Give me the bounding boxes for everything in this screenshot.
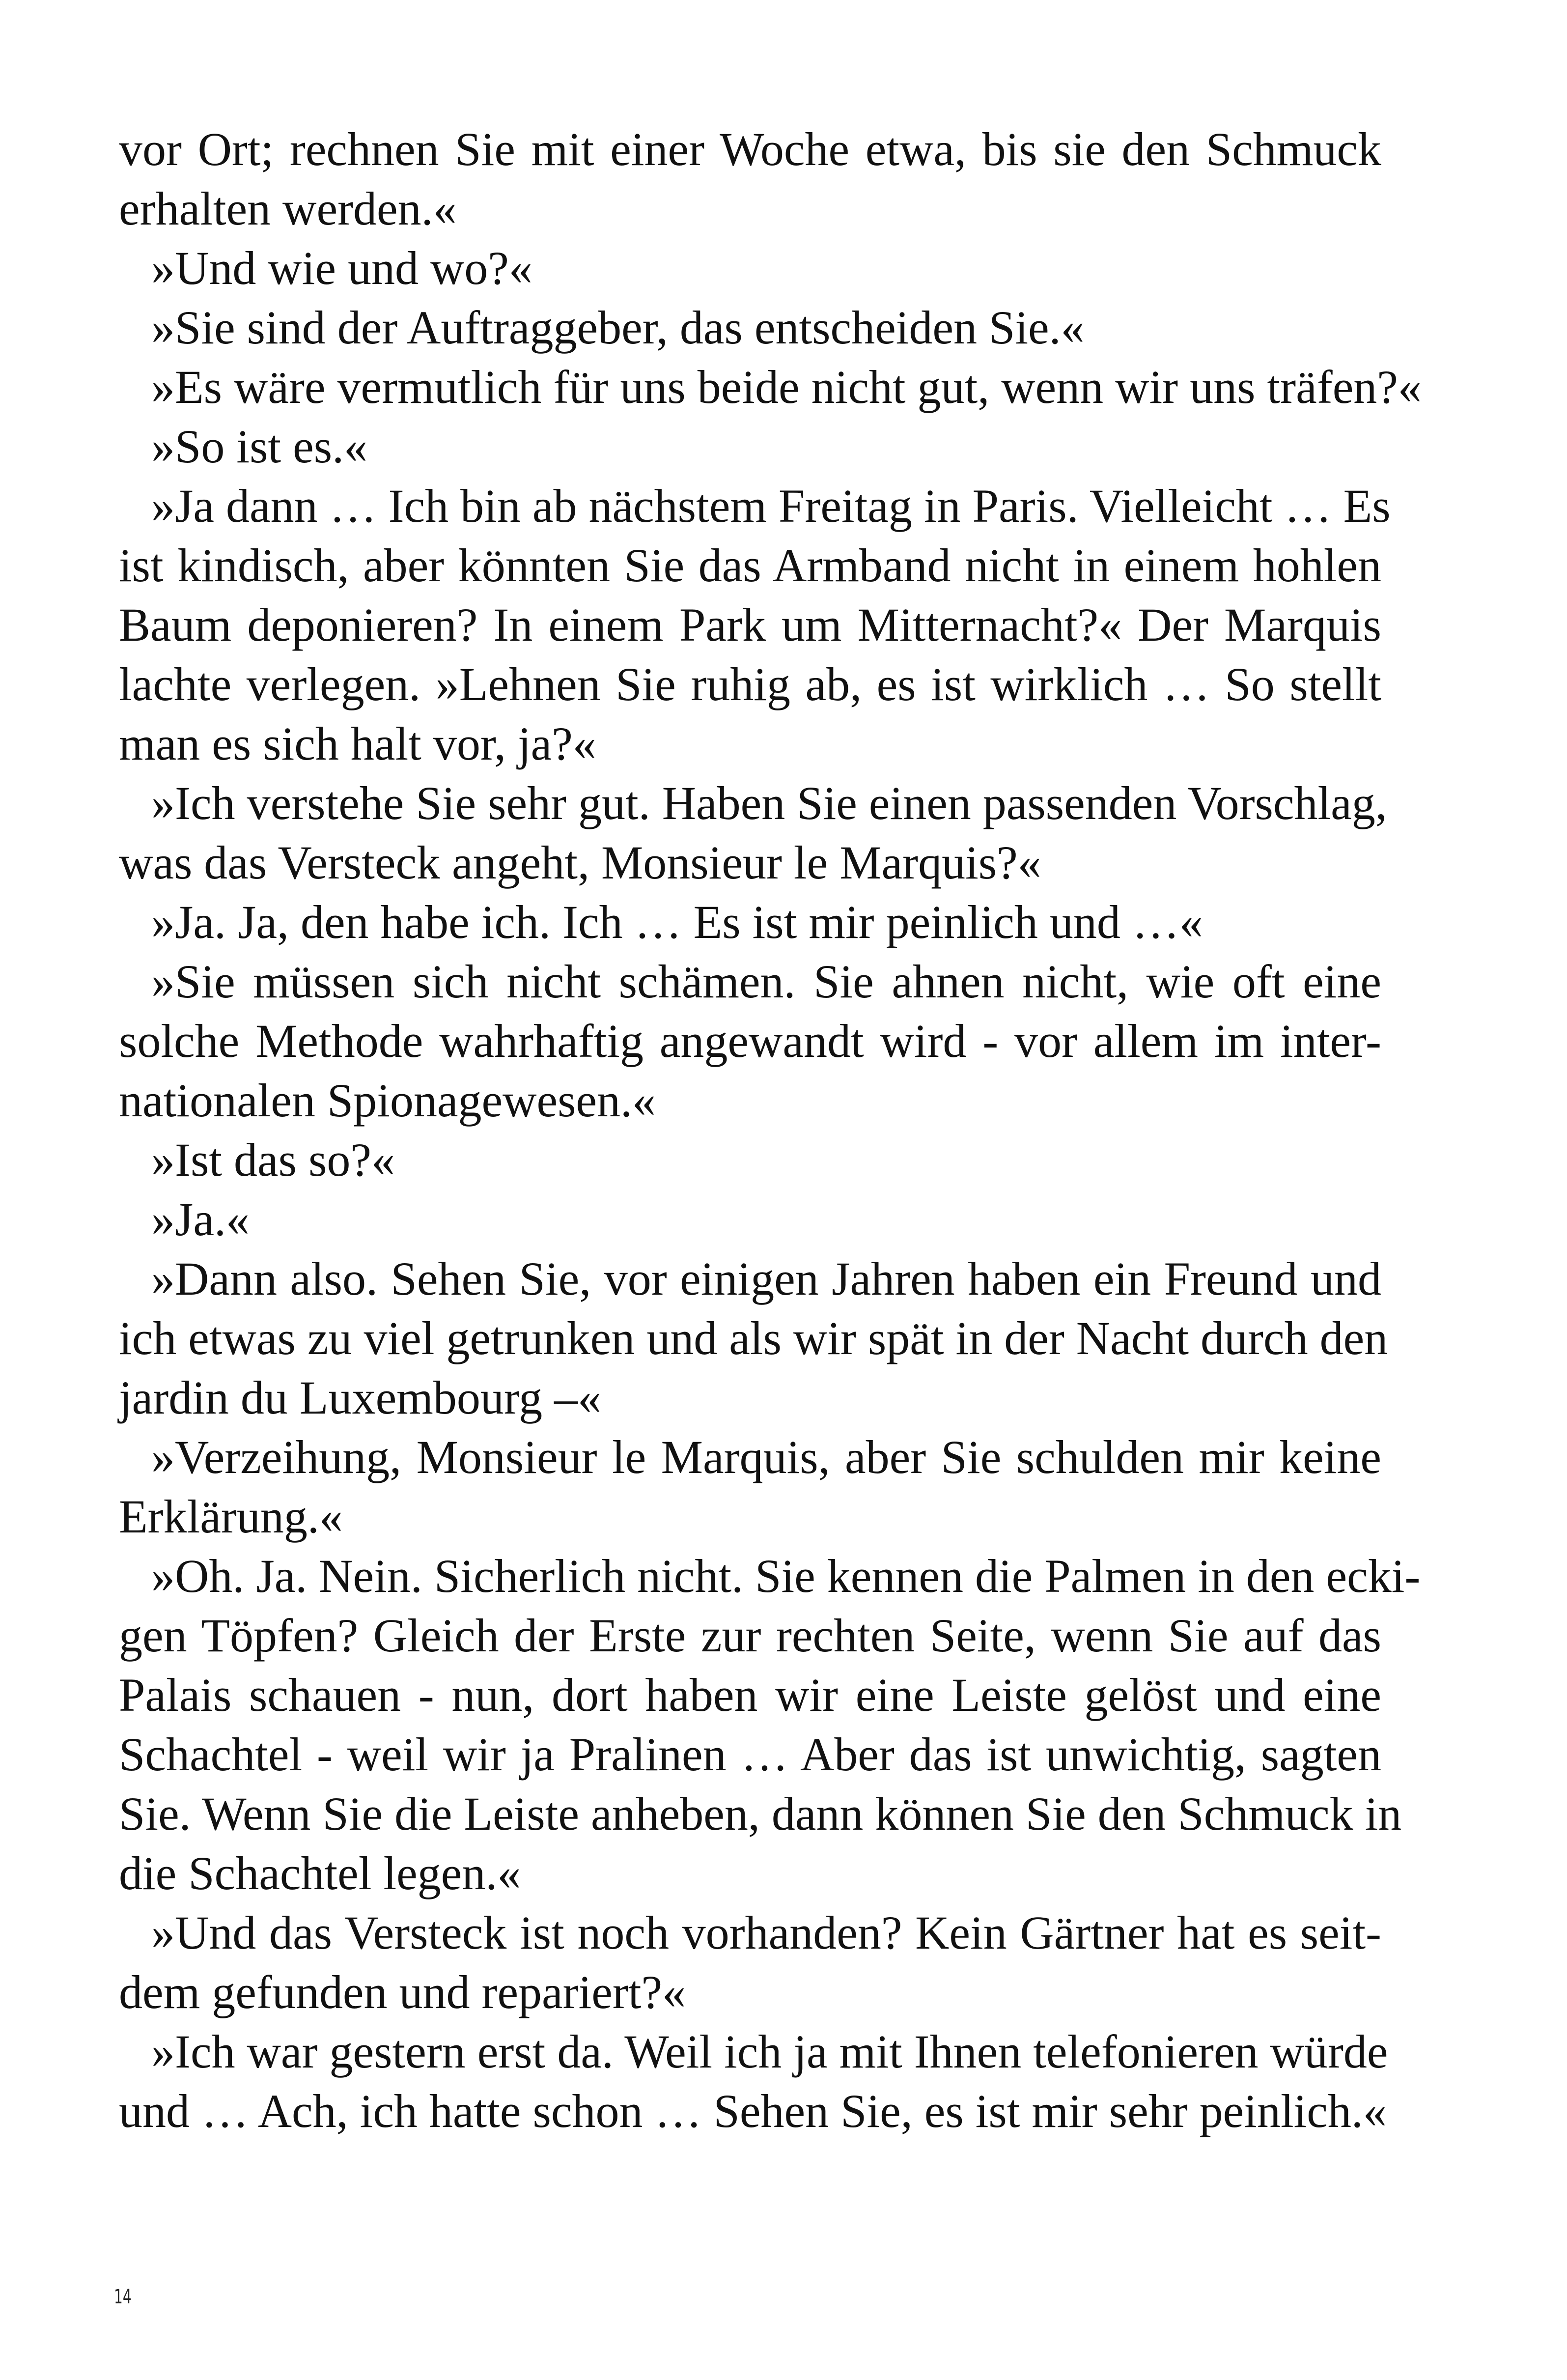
page-number: 14 bbox=[114, 2286, 132, 2308]
body-text bbox=[119, 119, 1422, 2141]
text-line: »Ich verstehe Sie sehr gut. Haben Sie einen passenden Vorschlag, bbox=[151, 777, 1387, 829]
text-line: »Und das Versteck ist noch vorhanden? Kein Gärtner hat es seit- bbox=[151, 1906, 1381, 1959]
text-line: »Sie müssen sich nicht schämen. Sie ahnen nicht, wie oft eine bbox=[151, 955, 1381, 1008]
text-line: »Sie sind der Auftraggeber, das entscheiden Sie.« bbox=[151, 301, 1085, 354]
text-line: erhalten werden.« bbox=[119, 182, 457, 235]
text-line: ich etwas zu viel getrunken und als wir spät in der Nacht durch den bbox=[119, 1312, 1388, 1364]
text-line: »Verzeihung, Monsieur le Marquis, aber Sie schulden mir keine bbox=[151, 1431, 1381, 1483]
text-line: »Ist das so?« bbox=[151, 1133, 395, 1186]
text-line: »Ich war gestern erst da. Weil ich ja mit Ihnen telefonieren würde bbox=[151, 2025, 1388, 2078]
text-line: »So ist es.« bbox=[151, 420, 368, 473]
text-line: Erklärung.« bbox=[119, 1490, 343, 1543]
text-line: jardin du Luxembourg –« bbox=[119, 1371, 602, 1424]
text-line: vor Ort; rechnen Sie mit einer Woche etwa, bis sie den Schmuck bbox=[119, 123, 1381, 175]
text-line: was das Versteck angeht, Monsieur le Marquis?« bbox=[119, 836, 1041, 889]
text-line: »Ja.« bbox=[151, 1193, 250, 1246]
text-line: ist kindisch, aber könnten Sie das Armband nicht in einem hohlen bbox=[119, 539, 1381, 592]
text-line: »Und wie und wo?« bbox=[151, 242, 532, 294]
text-line: nationalen Spionagewesen.« bbox=[119, 1074, 656, 1127]
text-line: solche Methode wahrhaftig angewandt wird - vor allem im inter- bbox=[119, 1015, 1381, 1067]
text-line: »Oh. Ja. Nein. Sicherlich nicht. Sie kennen die Palmen in den ecki- bbox=[151, 1550, 1421, 1602]
text-line: Baum deponieren? In einem Park um Mitternacht?« Der Marquis bbox=[119, 598, 1381, 651]
text-line: Schachtel - weil wir ja Pralinen … Aber das ist unwichtig, sagten bbox=[119, 1728, 1381, 1781]
text-line: man es sich halt vor, ja?« bbox=[119, 717, 596, 770]
text-line: lachte verlegen. »Lehnen Sie ruhig ab, es ist wirklich … So stellt bbox=[119, 658, 1381, 710]
text-line: die Schachtel legen.« bbox=[119, 1847, 521, 1899]
text-line: gen Töpfen? Gleich der Erste zur rechten Seite, wenn Sie auf das bbox=[119, 1609, 1381, 1662]
text-line: Sie. Wenn Sie die Leiste anheben, dann können Sie den Schmuck in bbox=[119, 1787, 1402, 1840]
text-line: dem gefunden und repariert?« bbox=[119, 1966, 686, 2018]
text-line: und … Ach, ich hatte schon … Sehen Sie, es ist mir sehr peinlich.« bbox=[119, 2085, 1387, 2137]
text-line: »Ja. Ja, den habe ich. Ich … Es ist mir peinlich und …« bbox=[151, 896, 1203, 948]
text-line: »Es wäre vermutlich für uns beide nicht gut, wenn wir uns träfen?« bbox=[151, 361, 1422, 413]
text-line: »Dann also. Sehen Sie, vor einigen Jahren haben ein Freund und bbox=[151, 1252, 1381, 1305]
text-line: »Ja dann … Ich bin ab nächstem Freitag in Paris. Vielleicht … Es bbox=[151, 480, 1391, 532]
text-line: Palais schauen - nun, dort haben wir eine Leiste gelöst und eine bbox=[119, 1669, 1381, 1721]
